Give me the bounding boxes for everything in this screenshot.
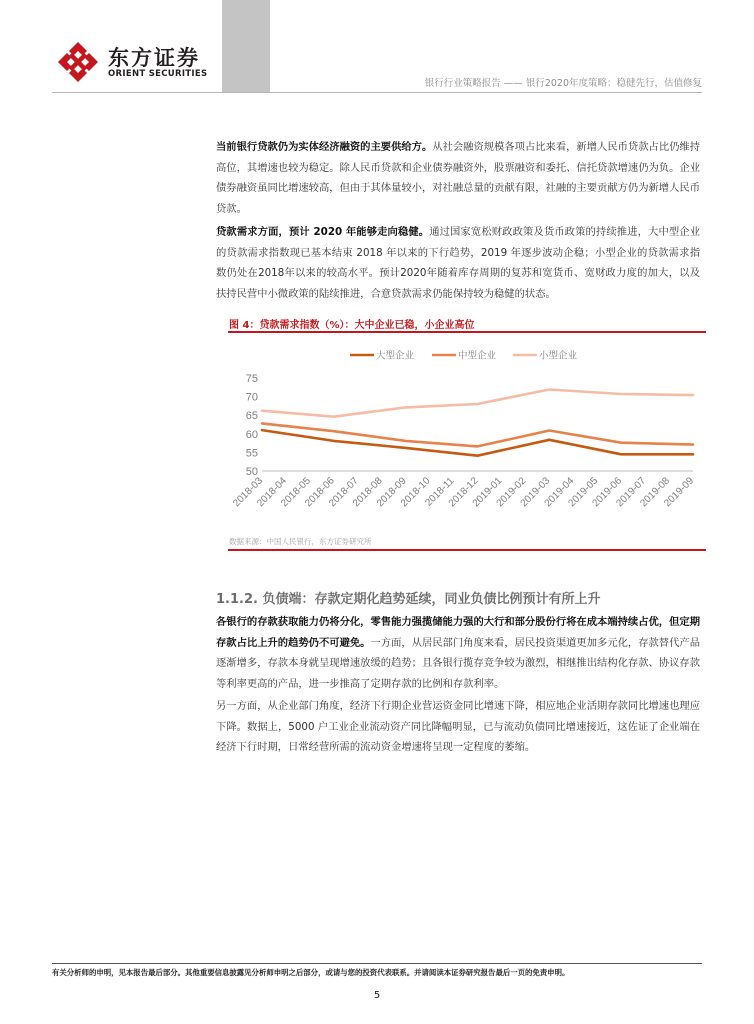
- x-tick-label: 2019-08: [638, 475, 673, 510]
- x-tick-label: 2018-04: [255, 475, 289, 510]
- paragraph-loan-demand: [216, 222, 700, 304]
- x-tick-label: 2019-09: [662, 475, 696, 510]
- paragraph-lead: 各银行的存款获取能力仍将分化，零售能力强揽储能力强的大行和部分股份行将在成本端持续占优，但定期存款占比上升的趋势仍不可避免。: [216, 616, 700, 649]
- x-tick-label: 2018-05: [279, 475, 313, 510]
- y-tick-label: 70: [245, 391, 258, 404]
- x-tick-label: 2019-02: [494, 475, 529, 510]
- report-title: 银行行业策略报告 —— 银行2020年度策略：稳健先行，估值修复: [424, 78, 702, 89]
- x-tick-label: 2019-07: [614, 475, 649, 510]
- paragraph-body: 从社会融资规模各项占比来看，新增人民币贷款占比仍维持高位，其增速也较为稳定。除人民币贷款和企业债券融资外，股票融资和委托、信托贷款增速仍为负。企业债券融资虽同比增速较高，但由于其体量较小，对社融总量的贡献有限，社融的主要贡献方仍为新增人民币贷款。: [216, 141, 701, 215]
- x-tick-label: 2018-07: [327, 475, 361, 510]
- x-tick-label: 2018-11: [423, 475, 457, 509]
- y-tick-label: 75: [245, 373, 258, 385]
- legend-label: 大型企业: [376, 350, 415, 362]
- page-number: 5: [373, 990, 381, 1001]
- paragraph-body: 一方面，从居民部门角度来看，居民投资渠道更加多元化，存款替代产品逐渐增多，存款本身就呈现增速放缓的趋势；且各银行揽存竞争较为激烈，相继推出结构化存款、协议存款等利率更高的产品，进一步推高了定期存款的比例和存款利率。: [216, 636, 700, 690]
- company-logo: [56, 40, 216, 84]
- x-tick-label: 2019-04: [542, 475, 577, 510]
- legend-label: 中型企业: [458, 350, 497, 362]
- loan-demand-chart: [228, 340, 706, 535]
- paragraph-corporate-deposits: 另一方面，从企业部门角度，经济下行期企业营运资金同比增速下降，相应地企业活期存款同比增速也理应下降。数据上，5000 户工业企业流动资产同比降幅明显，已与流动负债同比增速接近，这佐证了企业端在经济下行时期，日常经营所需的流动资金增速将呈现一定程度的萎缩。: [216, 700, 700, 753]
- footer-divider: [52, 963, 702, 964]
- y-tick-label: 55: [245, 447, 258, 460]
- y-tick-label: 50: [245, 466, 258, 478]
- y-tick-label: 60: [245, 428, 258, 441]
- paragraph-lead: 贷款需求方面，预计 2020 年能够走向稳健。: [216, 226, 430, 238]
- x-tick-label: 2018-09: [374, 475, 409, 510]
- paragraph-body: 通过国家宽松财政政策及货币政策的持续推进，大中型企业的贷款需求指数现已基本结束 2018 年以来的下行趋势，2019 年逐步波动企稳；小型企业的贷款需求指数仍处在2018年以来的较高水平。预计2020年随着库存周期的复苏和宽货币、宽财政力度的加大，以及扶持民营中小微政策的陆续推进，合意贷款需求仍能保持较为稳健的状态。: [216, 226, 701, 300]
- x-tick-label: 2019-01: [470, 475, 505, 510]
- legend-label: 小型企业: [539, 350, 578, 362]
- x-tick-label: 2018-08: [350, 475, 385, 510]
- y-tick-label: 65: [245, 410, 258, 423]
- x-tick-label: 2019-03: [518, 475, 553, 510]
- x-tick-label: 2018-03: [231, 475, 265, 510]
- figure-top-rule: [228, 331, 706, 333]
- footer-disclaimer: 有关分析师的申明，见本报告最后部分。其他重要信息披露见分析师申明之后部分，或请与您的投资代表联系。并请阅读本证券研究报告最后一页的免责申明。: [52, 968, 570, 977]
- x-tick-label: 2018-12: [446, 475, 481, 510]
- brand-name-en: ORIENT SECURITIES: [108, 69, 208, 79]
- x-tick-label: 2018-10: [398, 475, 433, 510]
- header-divider: [52, 92, 702, 93]
- figure-bottom-rule: [228, 549, 706, 551]
- section-heading: 1.1.2. 负债端：存款定期化趋势延续，同业负债比例预计有所上升: [216, 592, 601, 607]
- series-line: [262, 390, 693, 417]
- paragraph-lead: 当前银行贷款仍为实体经济融资的主要供给方。: [216, 141, 433, 153]
- figure-source: 数据来源：中国人民银行，东方证券研究所: [229, 537, 372, 546]
- series-line: [262, 423, 693, 446]
- figure-title: 图 4：贷款需求指数（%）：大中企业已稳，小企业高位: [229, 320, 475, 331]
- paragraph-loans-supply: [216, 137, 700, 219]
- brand-name-cn: 东方证券: [108, 46, 200, 70]
- header-gray-tab: [222, 0, 270, 92]
- paragraph-deposits: [216, 612, 700, 694]
- orient-logo-icon: [56, 40, 100, 84]
- x-tick-label: 2018-06: [303, 475, 337, 510]
- x-tick-label: 2019-06: [590, 475, 625, 510]
- x-tick-label: 2019-05: [566, 475, 601, 510]
